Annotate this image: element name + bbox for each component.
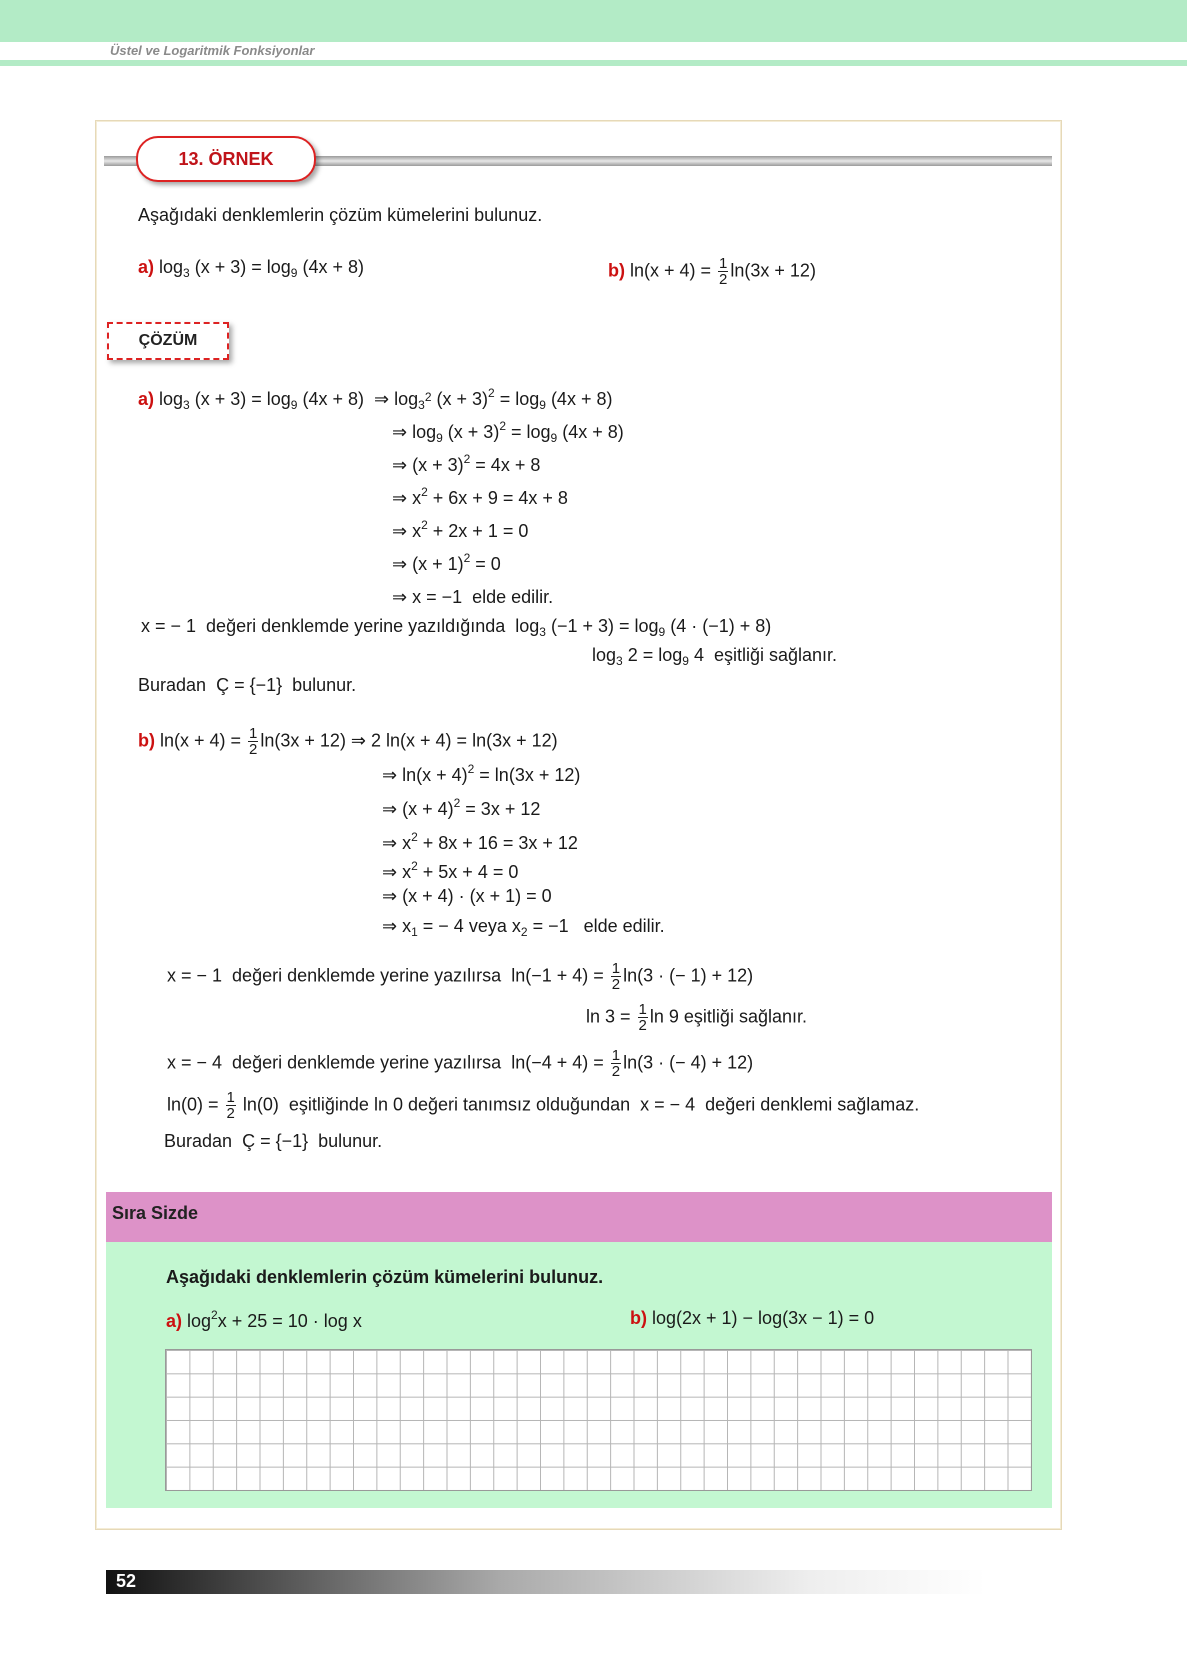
sol-b-check2: x = − 4 değeri denklemde yerine yazılırsa ln(−4 + 4) = $\frac{1}{2}$ ln(3 · (− 4) + 12) [167,1047,754,1080]
sol-b-undefined: ln(0) = $\frac{1}{2}$ ln(0) eşitliğinde ln 0 değeri tanımsız olduğundan x = − 4 değeri denklemi sağlamaz. [167,1089,920,1122]
answer-grid[interactable] [165,1349,1032,1491]
example-eq-a: a) $\log_3 (x + 3) = \log_9 (4x + 8)$ [138,257,365,280]
sira-sizde-prompt: Aşağıdaki denklemlerin çözüm kümelerini bulunuz. [166,1267,604,1287]
sol-b-check1-result: ln 3 = $\frac{1}{2}$ ln 9 eşitliği sağlanır. [586,1001,807,1034]
sol-a-line1: a) $\log_3 (x + 3) = \log_9 (4x + 8)$ ⇒ $\log_{3^2} (x + 3)^2 = \log_9 (4x + 8)$ [138,386,613,412]
label-a: a) [138,257,155,277]
label-b: b) [608,260,625,281]
example-eq-b: b) ln(x + 4) = $\frac{1}{2}$ ln(3x + 12) [608,255,816,288]
sol-b-result: Buradan Ç = {−1} bulunur. [164,1131,383,1151]
sol-a-check: x = − 1 değeri denklemde yerine yazıldığında $\log_3 (-1 + 3) = \log_9 (4 \cdot (-1) + 8)$ [141,616,772,639]
solution-badge: ÇÖZÜM [107,322,229,360]
sol-b-line1: b) ln(x + 4) = $\frac{1}{2}$ ln(3x + 12) ⇒ 2 ln(x + 4) = ln(3x + 12) [138,725,558,758]
sol-b-line6: ⇒ (x + 4) · (x + 1) = 0 [382,886,552,906]
page-number-bar [106,1570,986,1594]
sira-sizde-eq-a: a) $\log^2x + 25 = 10 \cdot \log x$ [166,1308,362,1331]
sol-a-line2: ⇒ $\log_9 (x + 3)^2 = \log_9 (4x + 8)$ [392,419,624,445]
sira-sizde-eq-b: b) log(2x + 1) − log(3x − 1) = 0 [630,1308,875,1328]
sira-sizde-header [106,1192,1052,1242]
sol-a-result: Buradan Ç = {−1} bulunur. [138,675,357,695]
sol-a-line5: ⇒ $x^2 + 2x + 1 = 0$ [392,518,529,541]
example-badge: 13. ÖRNEK [136,136,316,182]
sol-a-line6: ⇒ $(x + 1)^2 = 0$ [392,551,501,574]
running-title: Üstel ve Logaritmik Fonksiyonlar [110,43,315,58]
sol-b-line3: ⇒ $(x + 4)^2 = 3x + 12$ [382,796,541,819]
sol-b-line5: ⇒ $x^2 + 5x + 4 = 0$ [382,859,519,882]
sol-a-line7: ⇒ x = −1 elde edilir. [392,587,554,607]
sol-a-line3: ⇒ $(x + 3)^2 = 4x + 8$ [392,452,541,475]
sol-b-check1: x = − 1 değeri denklemde yerine yazılırsa ln(−1 + 4) = $\frac{1}{2}$ ln(3 · (− 1) + 12) [167,960,754,993]
example-prompt: Aşağıdaki denklemlerin çözüm kümelerini bulunuz. [138,205,543,225]
top-rule [0,60,1187,66]
sol-a-check-result: $\log_3 2 = \log_9 4$ eşitliği sağlanır. [592,645,838,668]
sol-a-line4: ⇒ $x^2 + 6x + 9 = 4x + 8$ [392,485,568,508]
sol-b-line4: ⇒ $x^2 + 8x + 16 = 3x + 12$ [382,830,578,853]
sira-sizde-title: Sıra Sizde [112,1203,199,1223]
sol-b-line7: ⇒ $x_1$ = − 4 veya $x_2 = -1$ elde edilir. [382,916,665,939]
top-banner [0,0,1187,42]
sol-b-line2: ⇒ $\ln(x + 4)^2 = \ln(3x + 12)$ [382,762,581,785]
page-number: 52 [116,1571,137,1591]
